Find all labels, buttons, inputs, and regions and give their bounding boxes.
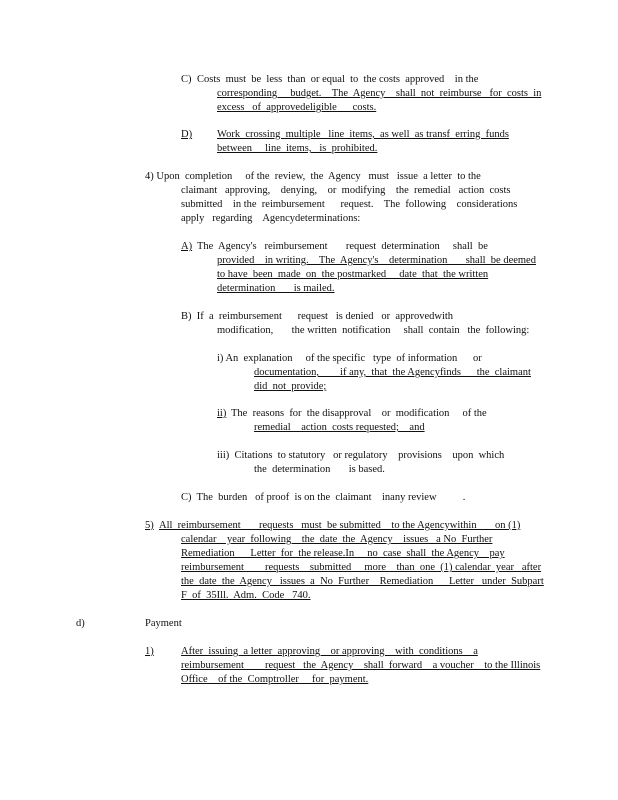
text-line: B) If a reimbursement request is denied or approvedwith (181, 311, 454, 322)
text-line: Office of the Comptroller for payment. (181, 674, 369, 685)
text-line: did not provide; (254, 381, 327, 392)
text-line: F of 35Ill. Adm. Code 740. (181, 590, 311, 601)
text-line: to have been made on the postmarked date that the written (217, 269, 489, 280)
text-line: corresponding budget. The Agency shall not reimburse for costs in (217, 88, 542, 99)
text-line: reimbursement request the Agency shall forward a voucher to the Illinois (181, 660, 541, 671)
text-line: Costs must be less than or equal to the costs approved in the (197, 74, 479, 85)
text-line: All reimbursement requests must be submitted to the Agencywithin on (1) (159, 520, 521, 531)
section-label: d) (76, 618, 85, 629)
text-line: reimbursement requests submitted more than one (1) calendar year after (181, 562, 542, 573)
item-label: D) (181, 129, 193, 140)
text-line: calendar year following the date the Agency issues a No Further (181, 534, 493, 545)
text-line: The Agency's reimbursement request determination shall be (197, 241, 488, 252)
text-line: apply regarding Agencydeterminations: (181, 213, 361, 224)
item-label: C) (181, 74, 192, 85)
text-line: the date the Agency issues a No Further Remediation Letter under Subpart (181, 576, 544, 587)
text-line: 4) Upon completion of the review, the Agency must issue a letter to the (145, 171, 481, 182)
item-label: A) (181, 241, 193, 252)
text-line: documentation, if any, that the Agencyfinds the claimant (254, 367, 531, 378)
text-line: determination is mailed. (217, 283, 335, 294)
text-line: excess of approvedeligible costs. (217, 102, 377, 113)
item-label: 1) (145, 646, 154, 657)
text-line: Remediation Letter for the release.In no case shall the Agency pay (181, 548, 505, 559)
item-label: 5) (145, 520, 154, 531)
section-heading: Payment (145, 618, 182, 629)
text-line: i) An explanation of the specific type of information or (217, 353, 482, 364)
text-line: C) The burden of proof is on the claimant inany review . (181, 492, 466, 503)
text-line: the determination is based. (254, 464, 385, 475)
text-line: submitted in the reimbursement request. The following considerations (181, 199, 518, 210)
text-line: After issuing a letter approving or approving with conditions a (181, 646, 478, 657)
text-line: The reasons for the disapproval or modification of the (231, 408, 487, 419)
text-line: iii) Citations to statutory or regulatory provisions upon which (217, 450, 505, 461)
text-line: modification, the written notification shall contain the following: (217, 325, 530, 336)
item-label: ii) (217, 408, 227, 419)
text-line: remedial action costs requested; and (254, 422, 425, 433)
text-line: claimant approving, denying, or modifying the remedial action costs (181, 185, 511, 196)
text-line: provided in writing. The Agency's determination shall be deemed (217, 255, 536, 266)
text-line: Work crossing multiple line items, as well as transf erring funds (217, 129, 509, 140)
text-line: between line items, is prohibited. (217, 143, 378, 154)
